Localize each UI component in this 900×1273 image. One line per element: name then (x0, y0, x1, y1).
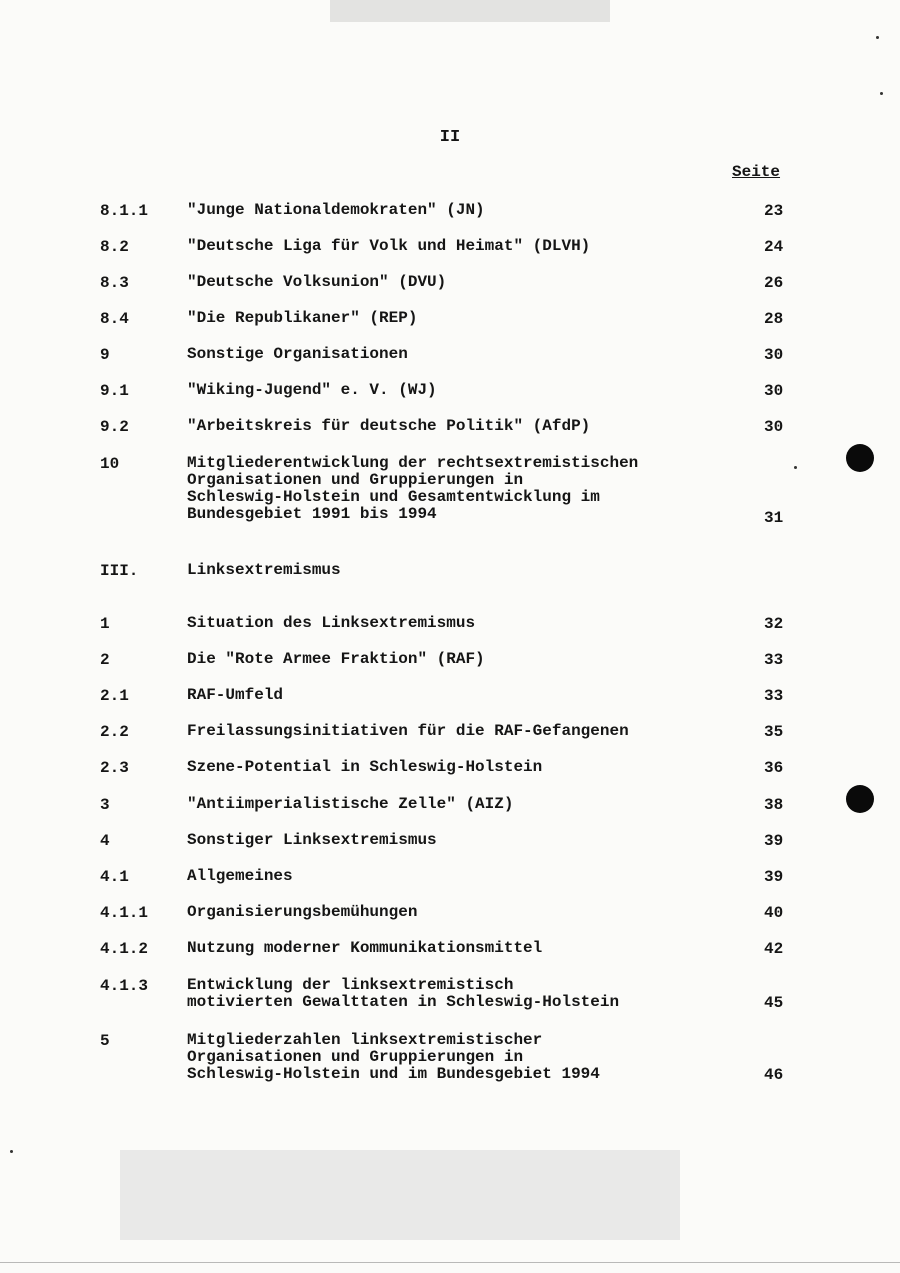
toc-number: 4.1 (100, 868, 129, 886)
toc-title: Organisierungsbemühungen (187, 903, 418, 921)
toc-page: 28 (764, 310, 784, 328)
toc-title: Entwicklung der linksextremistisch motivierten Gewalttaten in Schleswig-Holstein (187, 976, 620, 1011)
toc-number: 10 (100, 455, 120, 473)
toc-page: 40 (764, 904, 784, 922)
toc-title: Situation des Linksextremismus (187, 614, 476, 632)
toc-title: Sonstiger Linksextremismus (187, 831, 437, 849)
toc-number: 8.1.1 (100, 202, 149, 220)
toc-title: "Deutsche Volksunion" (DVU) (187, 273, 447, 291)
toc-title: Allgemeines (187, 867, 293, 885)
scan-noise-bottom (120, 1150, 680, 1240)
toc-page: 39 (764, 868, 784, 886)
toc-title: "Antiimperialistische Zelle" (AIZ) (187, 795, 514, 813)
scan-noise-top (330, 0, 610, 22)
toc-number: 2 (100, 651, 110, 669)
toc-page: 33 (764, 651, 784, 669)
toc-page: 32 (764, 615, 784, 633)
toc-number: 5 (100, 1032, 110, 1050)
toc-page: 30 (764, 418, 784, 436)
toc-title: "Deutsche Liga für Volk und Heimat" (DLVH) (187, 237, 591, 255)
toc-number: 4.1.2 (100, 940, 149, 958)
toc-title: Mitgliederentwicklung der rechtsextremistischen Organisationen und Gruppierungen in Schleswig-Holstein und Gesamtentwicklung im Bundesgebiet 1991 bis 1994 (187, 454, 639, 523)
toc-page: 30 (764, 382, 784, 400)
toc-page: 24 (764, 238, 784, 256)
toc-page: 31 (764, 509, 784, 527)
scan-edge-line (0, 1262, 900, 1263)
toc-number: 4.1.1 (100, 904, 149, 922)
toc-page: 30 (764, 346, 784, 364)
toc-page: 33 (764, 687, 784, 705)
toc-title: Die "Rote Armee Fraktion" (RAF) (187, 650, 485, 668)
page-column-header: Seite (732, 163, 781, 181)
toc-number: 9.1 (100, 382, 129, 400)
toc-title: Sonstige Organisationen (187, 345, 408, 363)
page-number: II (439, 128, 461, 147)
toc-title: Szene-Potential in Schleswig-Holstein (187, 758, 543, 776)
toc-title: Nutzung moderner Kommunikationsmittel (187, 939, 543, 957)
toc-page: 46 (764, 1066, 784, 1084)
toc-number: 8.4 (100, 310, 129, 328)
punch-hole (846, 444, 874, 472)
toc-page: 35 (764, 723, 784, 741)
toc-number: 2.1 (100, 687, 129, 705)
toc-page: 36 (764, 759, 784, 777)
toc-page: 23 (764, 202, 784, 220)
toc-title: Freilassungsinitiativen für die RAF-Gefangenen (187, 722, 629, 740)
toc-title: "Arbeitskreis für deutsche Politik" (AfdP) (187, 417, 591, 435)
toc-number: 9.2 (100, 418, 129, 436)
toc-title: Linksextremismus (187, 561, 341, 579)
toc-page: 42 (764, 940, 784, 958)
speck (880, 92, 883, 95)
toc-title: "Wiking-Jugend" e. V. (WJ) (187, 381, 437, 399)
toc-number: 2.2 (100, 723, 129, 741)
toc-number: 4 (100, 832, 110, 850)
toc-page: 38 (764, 796, 784, 814)
punch-hole (846, 785, 874, 813)
toc-number: 4.1.3 (100, 977, 149, 995)
toc-number: 8.3 (100, 274, 129, 292)
toc-number: III. (100, 562, 139, 580)
toc-page: 26 (764, 274, 784, 292)
speck (794, 466, 797, 469)
toc-number: 2.3 (100, 759, 129, 777)
toc-title: "Junge Nationaldemokraten" (JN) (187, 201, 485, 219)
toc-title: "Die Republikaner" (REP) (187, 309, 418, 327)
speck (10, 1150, 13, 1153)
toc-title: RAF-Umfeld (187, 686, 284, 704)
toc-page: 45 (764, 994, 784, 1012)
toc-page: 39 (764, 832, 784, 850)
toc-number: 3 (100, 796, 110, 814)
speck (876, 36, 879, 39)
toc-number: 9 (100, 346, 110, 364)
toc-title: Mitgliederzahlen linksextremistischer Organisationen und Gruppierungen in Schleswig-Holstein und im Bundesgebiet 1994 (187, 1031, 600, 1083)
toc-number: 1 (100, 615, 110, 633)
toc-number: 8.2 (100, 238, 129, 256)
